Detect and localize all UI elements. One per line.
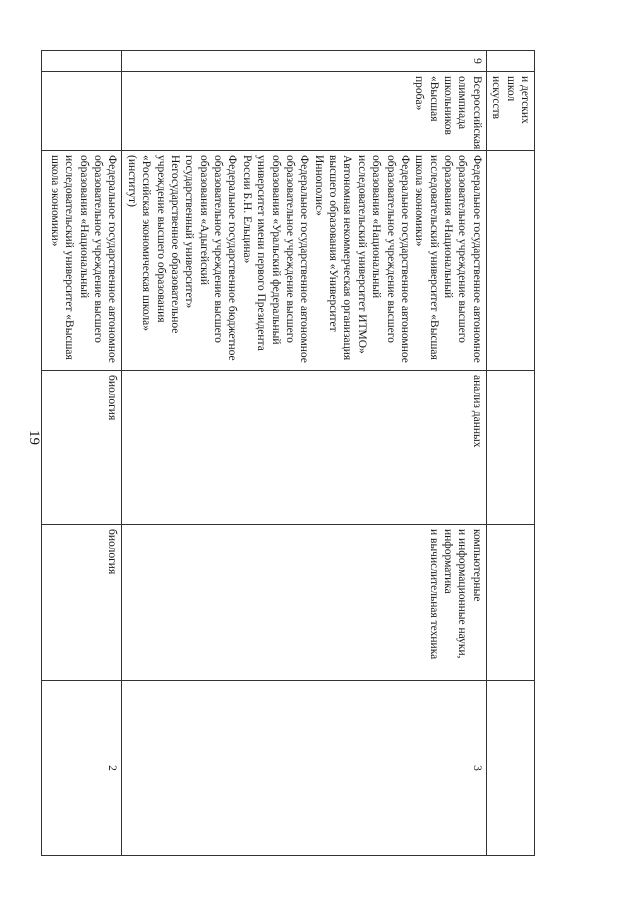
level-cell: 2 [42,681,122,856]
row-number-cell: 9 [122,51,486,72]
organizer-text: Федеральное государственное автономное образовательное учреждение высшего образования «Национальный исследовательский университет ИТМО» [355,155,411,363]
subject-line: и вычислительная техника [427,529,440,660]
page-number: 19 [26,430,42,445]
profile-cell [486,371,534,525]
olympiad-table [42,50,536,856]
level-cell [486,681,534,856]
organizers-cell [42,151,122,371]
olympiad-name-cell [42,72,122,151]
profile-cell: анализ данных [122,371,486,525]
organizer-text: Негосударственное образовательное учреждение высшего образования «Российская экономическая школа» (институт) [125,155,181,334]
level-cell: 3 [122,681,486,856]
table-row [42,51,122,856]
table-row [486,51,534,856]
organizers-cell [486,151,534,371]
profile-cell: биология [42,371,122,525]
subject-line: и информационные науки, [456,529,469,659]
rotated-table-wrapper [49,50,535,855]
subjects-cell [122,525,486,681]
subject-line: биология [106,529,119,575]
table-stage [49,50,535,855]
table-row [122,51,486,856]
organizer-text: Федеральное государственное бюджетное образовательное учреждение высшего образования «Адыгейский государственный университет» [183,155,239,361]
subjects-cell [486,525,534,681]
subjects-cell [42,525,122,681]
row-number-cell [42,51,122,72]
organizer-text: Федеральное государственное автономное образовательное учреждение высшего образования «Национальный исследовательский университет «Высшая школа экономики» [49,155,119,363]
olympiad-name-cell: и детских школ искусств [486,72,534,151]
organizers-cell [122,151,486,371]
organizer-text: Федеральное государственное автономное образовательное учреждение высшего образования «Уральский федеральный университет имени первого Президента России Б.Н. Ельцина» [240,155,311,363]
subject-line: компьютерные [470,529,483,602]
olympiad-name-cell: Всероссийская олимпиада школьников «Высшая проба» [122,72,486,151]
organizer-text: Автономная некоммерческая организация высшего образования «Университет Иннополис» [312,155,354,361]
subject-line: информатика [442,529,455,594]
organizer-text: Федеральное государственное автономное образовательное учреждение высшего образования «Национальный исследовательский университет «Высшая школа экономики» [413,155,483,363]
row-number-cell [486,51,534,72]
